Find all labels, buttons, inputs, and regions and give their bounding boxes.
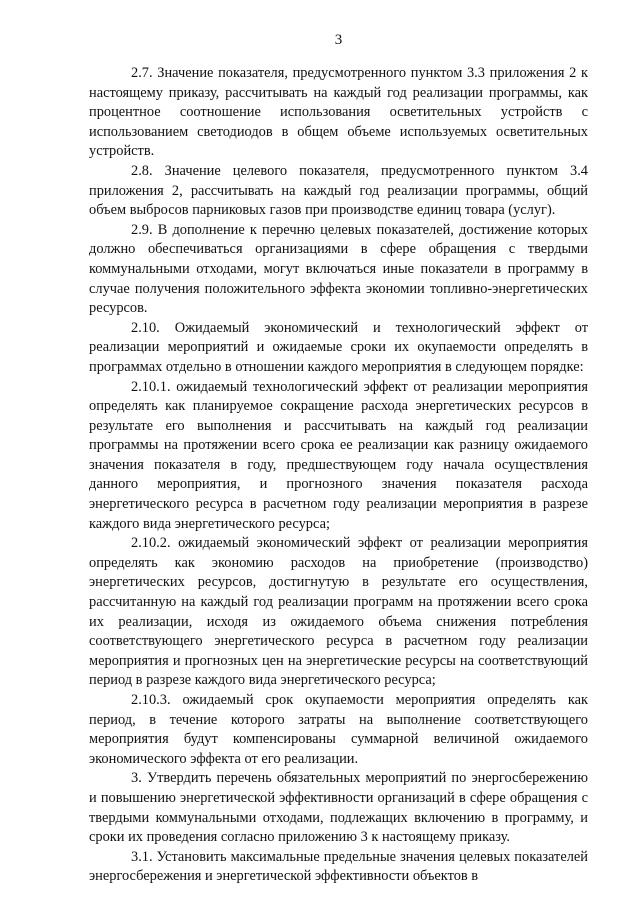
paragraph-2-9: 2.9. В дополнение к перечню целевых показателей, достижение которых должно обеспечиваться организациями в сфере обращения с твердыми коммунальными отходами, могут включаться иные показатели в программу в случае получения положительного эффекта экономии топливно-энергетических ресурсов. — [89, 221, 588, 317]
paragraph-2-10-3: 2.10.3. ожидаемый срок окупаемости мероприятия определять как период, в течение которого затраты на выполнение соответствующего мероприятия будут компенсированы суммарной величиной ожидаемого экономического эффекта от его реализации. — [89, 692, 588, 767]
paragraph-3: 3. Утвердить перечень обязательных мероприятий по энергосбережению и повышению энергетической эффективности организаций в сфере обращения с твердыми коммунальными отходами, подлежащих включению в программу, и сроки их проведения согласно приложению 3 к настоящему приказу. — [89, 770, 588, 846]
paragraph-2-10-2: 2.10.2. ожидаемый экономический эффект от реализации мероприятия определять как экономию расходов на приобретение (производство) энергетических ресурсов, достигнутую в результате его осуществления, рассчитанную на каждый год реализации программ на протяжении всего срока их реализации, исходя из ожидаемого объема снижения потребления соответствующего энергетического ресурса в расчетном году реализации мероприятия и прогнозных цен на энергетические ресурсы на соответствующий период в разрезе каждого вида энергетического ресурса; — [89, 535, 588, 689]
paragraph-2-10-1: 2.10.1. ожидаемый технологический эффект от реализации мероприятия определять как планируемое сокращение расхода энергетических ресурсов в результате его выполнения и рассчитывать на каждый год реализации программы на протяжении всего срока ее реализации как разницу ожидаемого значения показателя в году, предшествующем году начала осуществления данного мероприятия, и прогнозного значения показателя расхода энергетического ресурса в расчетном году реализации мероприятия в разрезе каждого вида энергетического ресурса; — [89, 378, 588, 532]
paragraph-3-1: 3.1. Установить максимальные предельные значения целевых показателей энергосбережения и энергетической эффективности объектов в — [89, 848, 588, 885]
page-number: 3 — [334, 32, 343, 48]
document-page — [89, 30, 588, 887]
paragraph-2-8: 2.8. Значение целевого показателя, предусмотренного пунктом 3.4 приложения 2, рассчитывать на каждый год реализации программы, общий объем выбросов парниковых газов при производстве единиц товара (услуг). — [89, 162, 588, 219]
paragraph-2-7: 2.7. Значение показателя, предусмотренного пунктом 3.3 приложения 2 к настоящему приказу, рассчитывать на каждый год реализации программы, как процентное соотношение использования осветительных устройств с использованием светодиодов в общем объеме используемых осветительных устройств. — [89, 65, 588, 160]
paragraph-2-10: 2.10. Ожидаемый экономический и технологический эффект от реализации мероприятий и ожидаемые сроки их окупаемости определять в программах отдельно в отношении каждого мероприятия в следующем порядке: — [89, 319, 588, 375]
